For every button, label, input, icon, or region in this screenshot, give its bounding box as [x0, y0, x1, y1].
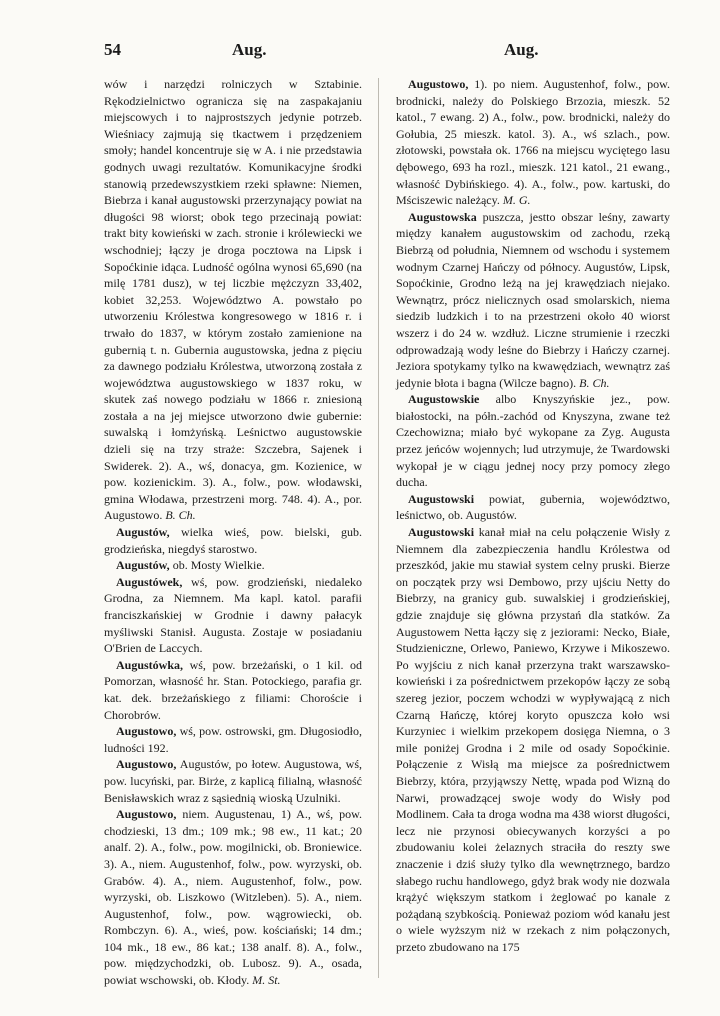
entry-headword: Augustowska: [408, 209, 477, 224]
entry-text: kanał miał na celu połączenie Wisły z Niemnem dla zabezpieczenia handlu Królestwa od przeszkód, jakie mu stawiał system celny pruski. Bierze on początek przy wsi Dembowo, przy ujściu Netty do Biebrzy, na granicy gub. suwalskiej i grodzieńskiej, gdzie znajduje się główna przystań dla statków. Za Augustowem Netta łączy się z jeziorami: Necko, Białe, Studzieniczne, Orlewo, Paniewo, Krzywe i Mikoszewo. Po wyjściu z nich kanał przerzyna trakt warszawsko-kowieński i za pośrednictwem przekopów łączy ze sobą szereg jezior, poczem wchodzi w wypływającą z nich Czarną Hańczę, której koryto opuszcza koło wsi Kurzyniec i wielkim przekopem dosięga Niemna, o 3 mile poniżej Grodna i 2 mile od osady Sopoćkinie. Połączenie z Wisłą ma miejsce za pośrednictwem Biebrzy, która, przyjąwszy Nettę, wpada pod Wizną do Narwi, prowadzącej swoje wody do Wisły pod Modlinem. Cała ta droga wodna ma 438 wiorst długości, lecz nie przynosi obiecywanych korzyści a po zbudowaniu kolei żelaznych straciła do reszty swe znaczenie i dziś służy tylko dla wewnętrznego, bardzo słabego ruchu handlowego, gdyż brak wody nie dozwala krążyć większym statkom i żeglować po kanale z pożądaną szybkością. Ponieważ poziom wód kanału jest o wiele wyższym niż w rzekach z nim połączonych, przeto zbudowano na 175: [396, 525, 670, 954]
entry-text: niem. Augustenau, 1) A., wś, pow. chodzieski, 13 dm.; 109 mk.; 98 ew., 11 kat.; 20 analf. 2). A., folw., pow. mogilnicki, ob. Broniewice. 3). A., niem. Augustenhof, folw., pow. wyrzyski, ob. Grabów. 4). A., niem. Augustenhof, folw., pow. wyrzyski, ob. Liszkowo (Witzleben). 5). A., niem. Augustenhof, folw., pow. wągrowiecki, ob. Rombczyn. 6). A., wieś, pow. kościański; 14 dm.; 104 mk., 18 ew., 86 kat.; 138 analf. 8). A., folw., pow. międzychodzki, ob. Lubosz. 9). A., osada, powiat wschowski, ob. Kłody.: [104, 807, 362, 988]
entry-headword: Augustów,: [116, 525, 170, 540]
entry-text: wś, pow. ostrowski, gm. Długosiodło, ludności 192.: [104, 724, 362, 755]
dictionary-entry: [396, 524, 670, 955]
entry-text: albo Knyszyńskie jez., pow. białostocki, na półn.-zachód od Knyszyna, zwane też Czechowizna; miało być wykopane za Zyg. Augusta przez jeńców wojennych; lud utrzymuje, że Twardowski wykopał je w ciągu jednej nocy przy pomocy złego ducha.: [396, 392, 670, 490]
author-signature: B. Ch.: [579, 375, 610, 390]
running-head-right: Aug.: [504, 40, 539, 59]
dictionary-entry: [104, 76, 362, 524]
entry-headword: Augustowo,: [116, 724, 177, 739]
left-column: [104, 76, 362, 989]
entry-headword: Augustowo,: [116, 807, 177, 822]
dictionary-entry: [104, 524, 362, 557]
page-header: [104, 40, 616, 64]
dictionary-entry: [104, 806, 362, 989]
dictionary-entry: [104, 657, 362, 723]
page-number: 54: [104, 40, 121, 59]
entry-text: Augustów, po łotew. Augustowa, wś, pow. lucyński, par. Birże, z kaplicą filialną, własność Benisławskich wraz z sąsiednią wioską Uzulniki.: [104, 757, 362, 805]
entry-headword: Augustowski: [408, 491, 475, 506]
entry-text: puszcza, jestto obszar leśny, zawarty między kanałem augustowskim od zachodu, rzeką Biebrzą od południa, Niemnem od wschodu i systemem wodnym Czarnej Hańczy od północy. Augustów, Lipsk, Sopoćkinie, Grodno leżą na jej krawędziach niejako. Wewnątrz, prócz nielicznych osad smolarskich, niema siedzib ludzkich i to na przestrzeni około 40 wiorst wszerz i do 24 w. wzdłuż. Liczne strumienie i rzeczki odprowadzają wody leśne do Biebrzy i Hańczy czarnej. Jeziora spotykamy tylko na kwawędziach, wewnątrz zaś jedynie błota i bagna (Wilcze bagno).: [396, 209, 670, 390]
dictionary-entry: [396, 76, 670, 209]
entry-headword: Augustowo,: [116, 757, 177, 772]
dictionary-entry: [104, 574, 362, 657]
entry-headword: Augustówka,: [116, 657, 184, 672]
author-signature: M. St.: [252, 973, 281, 988]
dictionary-entry: [396, 491, 670, 524]
entry-headword: Augustów,: [116, 558, 170, 573]
column-divider: [378, 78, 379, 978]
author-signature: B. Ch.: [165, 508, 196, 523]
dictionary-entry: [396, 209, 670, 392]
entry-text: wś, pow. grodzieński, niedaleko Grodna, za Niemnem. Ma kapl. katol. parafii franciszkańskiej w Grodnie i dawny pałacyk myśliwski Stanisł. Augusta. Zostaje w posiadaniu O'Brien de Laccych.: [104, 574, 362, 656]
entry-text: wś, pow. brzeżański, o 1 kil. od Pomorzan, własność hr. Stan. Potockiego, parafia gr. kat. dek. brzeżańskiego z filiami: Choroście i Chorobrów.: [104, 657, 362, 722]
dictionary-entry: [396, 391, 670, 491]
entry-text: wów i narzędzi rolniczych w Sztabinie. Rękodzielnictwo ogranicza się na zaspakajaniu miejscowych i to najprostszych jedynie potrzeb. Wieśniacy zajmują się tkactwem i przędzeniem smoły; handel koncentruje się w A. i nie przedstawia godnych uwagi rezultatów. Komunikacyjne środki stanowią przedewszystkiem rzeki spławne: Niemen, Biebrza i kanał augustowski przerzynający powiat na długości 98 wiorst; obok tego przecinają powiat: trakt bity kowieński w zach. stronie i królewiecki we wschodniej; łączy je droga pocztowa na Lipsk i Sopoćkinie idąca. Ludność ogólna wynosi 65,690 (na milę 1781 dusz), w tej liczbie mężczyzn 33,402, kobiet 32,253. Województwo A. powstało po utworzeniu Królestwa kongresowego w 1816 r. i trwało do 1837, w którym zostało zamienione na gubernią t. n. Gubernia augustowska, jedna z pięciu za dawnego podziału Królestwa, utworzoną została z województwa augustowskiego w 1837 roku, w skutek zaś nowego podziału w 1866 r. zniesioną została a na jej miejsce utworzono dwie gubernie: suwalską i łomżyńską. Leśnictwo augustowskie dzieli się na trzy straże: Szczebra, Sajenek i Swiderek. 2). A., wś, donacya, gm. Kozienice, w pow. kozienickim. 3). A., folw., pow. włodawski, gmina Włodawa, przestrzeni morg. 748. 4). A., por. Augustowo.: [104, 77, 362, 523]
author-signature: M. G.: [502, 193, 531, 208]
right-column: [396, 76, 670, 955]
dictionary-entry: [104, 756, 362, 806]
entry-headword: Augustowskie: [408, 392, 480, 407]
running-head-left: Aug.: [232, 40, 267, 59]
entry-text: wielka wieś, pow. bielski, gub. grodzieńska, niegdyś starostwo.: [104, 525, 362, 556]
entry-text: ob. Mosty Wielkie.: [169, 558, 265, 573]
entry-text: 1). po niem. Augustenhof, folw., pow. brodnicki, należy do Polskiego Brzozia, mieszk. 52 katol., 7 ewang. 2) A., folw., pow. brodnicki, należy do Gołubia, 25 mieszk. katol. 3). A., wś szlach., pow. złotowski, powstała ok. 1766 na miejscu wyciętego lasu dębowego, 693 ha rozl., mieszk. 121 katol., 21 ewang., własność Dybińskiego. 4). A., folw., pow. kartuski, do Mściszewic należący.: [396, 77, 670, 208]
entry-headword: Augustowo,: [408, 77, 469, 91]
entry-text: powiat, gubernia, województwo, leśnictwo, ob. Augustów.: [396, 491, 670, 523]
dictionary-entry: [104, 557, 362, 574]
entry-headword: Augustowski: [408, 525, 475, 540]
dictionary-entry: [104, 723, 362, 756]
entry-headword: Augustówek,: [116, 574, 183, 589]
